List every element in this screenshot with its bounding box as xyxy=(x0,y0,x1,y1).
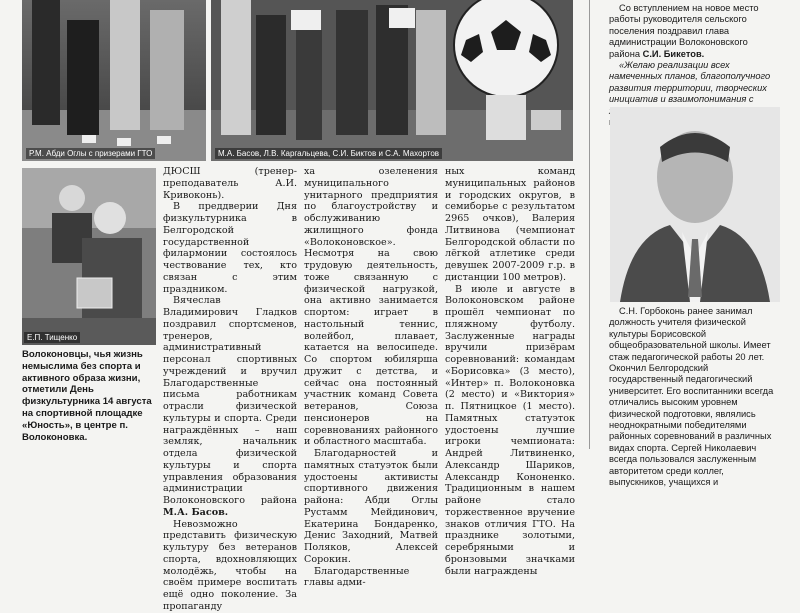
right-top-paragraph xyxy=(609,3,781,60)
right-quote: «Желаю реализации всех намеченных планов, благополучного развития территории, творческих инициатив и взаимопонимания с xyxy=(609,60,771,105)
col1-para-4: Невозможно представить физическую культуру без ветеранов спорта, вдохновляющих молодёжь, чтобы на своём примере воспитать ещё одно поколение. За пропаганду xyxy=(163,518,297,612)
col2-para-2: Благодарностей и памятных статуэток были удостоены активисты спортивного движения района: Абди Оглы Рустамм Мейдинович, Екатерина Бондаренко, Денис Заходний, Матвей Поляков, Алексей Сорокин. xyxy=(304,448,438,565)
col1-bold-name: М.А. Басов. xyxy=(163,506,229,518)
col3-para-2: В июле и августе в Волоконовском районе прошёл чемпионат по пляжному футболу. Заслуженные награды вручили призёрам соревнований: командам «Борисовка» (3 место), «Интер» п. Волоконовка (2 место) и «Виктория» п. Пятницкое (1 место). Памятных статуэток удостоены лучшие игроки чемпионата: Андрей Литвиненко, Александр Шариков, Александр Кононенко. Традиционным в нашем районе стало торжественное вручение знаков отличия ГТО. На празднике золотыми, серебряными и бронзовыми значками были награждены xyxy=(445,283,575,577)
photo-top-left xyxy=(22,0,206,161)
photo-top-middle-caption: М.А. Басов, Л.В. Каргальцева, С.И. Биктов и С.А. Махортов xyxy=(215,148,442,159)
photo-left-caption: Е.П. Тищенко xyxy=(24,332,80,343)
photo-left-image xyxy=(22,168,156,345)
col1-para-1: ДЮСШ (тренер-преподаватель А.И. Кривоконь). xyxy=(163,166,297,201)
right-top-bold-name: С.И. Бикетов. xyxy=(642,48,705,59)
col2-para-3: Благодарственные главы адми- xyxy=(304,565,410,589)
portrait-image xyxy=(610,107,780,302)
col1-para-3-text: Вячеслав Владимирович Гладков поздравил спортсменов, тренеров, административный персонал спортивных учреждений и вручил Благодарственные письма работникам отрасли физической культуры и спорта. Среди награждённых – наш земляк, начальник отдела физической культуры и спорта управления образования администрации Волоконовского района xyxy=(163,295,297,506)
col2-para-1: ха озеленения муниципального унитарного предприятия по благоустройству и обслуживанию жилищного фонда «Волоконовское». Несмотря на свою трудовую деятельность, тоже связанную с физической нагрузкой, она активно занимается спортом: играет в настольный теннис, волейбол, плавает, катается на велосипеде. Со спортом юбилярша дружит с детства, и сейчас она постоянный участник команд Совета ветеранов, Союза пенсионеров на соревнованиях районного и областного масштаба. xyxy=(304,166,438,448)
photo-top-left-caption: Р.М. Абди Оглы с призерами ГТО xyxy=(26,148,155,159)
photo-portrait xyxy=(610,107,780,302)
photo-top-middle-image xyxy=(211,0,573,161)
col1-para-2: В преддверии Дня физкультурника в Белгородской государственной филармонии состоялось чествование тех, кто связан с этим праздником. xyxy=(163,201,297,295)
photo-top-middle xyxy=(211,0,573,161)
article-column-1 xyxy=(163,166,297,613)
article-column-3 xyxy=(445,166,575,577)
lead-caption: Волоконовцы, чья жизнь немыслима без спорта и активного образа жизни, отметили День физкультурника 14 августа на спортивной площадке «Юность», в центре п. Волоконовка. xyxy=(22,349,152,443)
article-column-2 xyxy=(304,166,438,589)
photo-top-left-image xyxy=(22,0,206,161)
photo-left xyxy=(22,168,156,345)
right-bottom-paragraph: С.Н. Горбоконь ранее занимал должность учителя физической культуры Борисовской общеобразовательной школы. Имеет стаж педагогической работы 20 лет. Окончил Белгородский государственный педагогический университет. Его воспитанники всегда отличались высоким уровнем физической подготовки, являлись неоднократными победителями районных соревнований в различных видах спорта. Сергей Николаевич всегда пользовался заслуженным авторитетом среди коллег, выпускников, учащихся и xyxy=(609,306,774,488)
column-separator xyxy=(589,0,590,449)
col1-para-3 xyxy=(163,295,297,518)
right-column-bottom xyxy=(609,306,781,489)
col3-para-1: ных команд муниципальных районов и городских округов, в семиборье с результатом 2965 очков), Валерия Литвинова (чемпионат Белгородской области по лёгкой атлетике среди девушек 2007-2009 г.р. в дистанции 100 метров). xyxy=(445,166,575,283)
right-top-text: Со вступлением на новое место работы руководителя сельского поселения поздравил глава администрации Волоконовского района xyxy=(609,3,759,59)
